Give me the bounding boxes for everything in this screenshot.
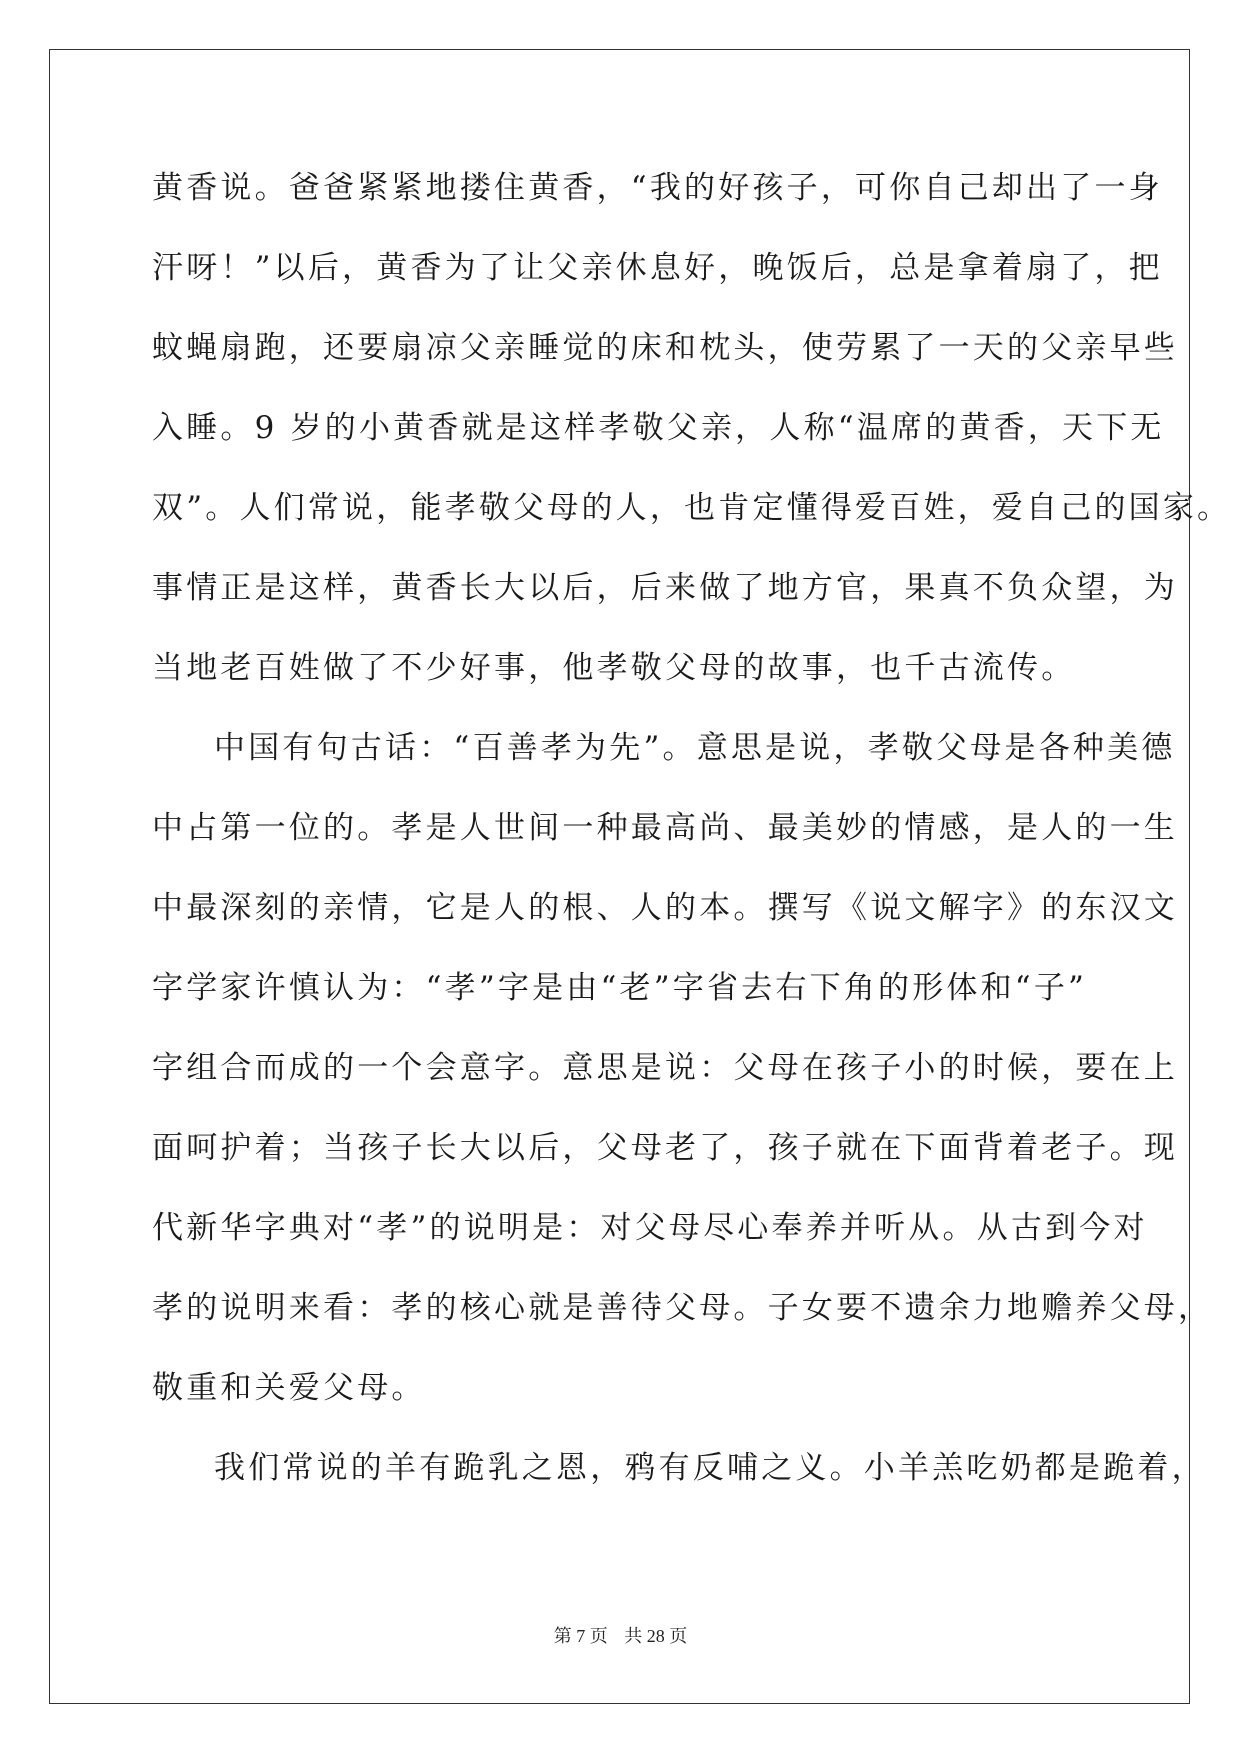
text-line: 敬重和关爱父母。 — [152, 1370, 426, 1406]
text-line: 孝的说明来看：孝的核心就是善待父母。子女要不遗余力地赡养父母， — [152, 1290, 1213, 1326]
text-line: 黄香说。爸爸紧紧地搂住黄香，“我的好孩子，可你自己却出了一身 — [152, 170, 1163, 206]
text-line: 面呵护着；当孩子长大以后，父母老了，孩子就在下面背着老子。现 — [152, 1130, 1178, 1166]
text-line: 中国有句古话：“百善孝为先”。意思是说，孝敬父母是各种美德 — [214, 730, 1176, 766]
paragraph — [152, 708, 1213, 1428]
text-line: 汗呀！”以后，黄香为了让父亲休息好，晚饭后，总是拿着扇了，把 — [152, 250, 1163, 286]
page-footer — [0, 1622, 1241, 1648]
page-total: 共 28 页 — [624, 1626, 688, 1646]
text-line: 事情正是这样，黄香长大以后，后来做了地方官，果真不负众望，为 — [152, 570, 1178, 606]
text-line: 入睡。9 岁的小黄香就是这样孝敬父亲，人称“温席的黄香，天下无 — [152, 410, 1165, 446]
text-line: 字学家许慎认为：“孝”字是由“老”字省去右下角的形体和“子” — [152, 970, 1088, 1006]
text-line: 蚊蝇扇跑，还要扇凉父亲睡觉的床和枕头，使劳累了一天的父亲早些 — [152, 330, 1178, 366]
document-body — [152, 148, 1232, 1508]
text-line: 中占第一位的。孝是人世间一种最高尚、最美妙的情感，是人的一生 — [152, 810, 1178, 846]
page-number: 第 7 页 — [553, 1626, 608, 1646]
text-line: 我们常说的羊有跪乳之恩，鸦有反哺之义。小羊羔吃奶都是跪着， — [214, 1450, 1206, 1486]
text-line: 中最深刻的亲情，它是人的根、人的本。撰写《说文解字》的东汉文 — [152, 890, 1178, 926]
text-line: 代新华字典对“孝”的说明是：对父母尽心奉养并听从。从古到今对 — [152, 1210, 1148, 1246]
text-line: 双”。人们常说，能孝敬父母的人，也肯定懂得爱百姓，爱自己的国家。 — [152, 490, 1232, 526]
paragraph — [152, 1428, 1206, 1508]
text-line: 当地老百姓做了不少好事，他孝敬父母的故事，也千古流传。 — [152, 650, 1076, 686]
paragraph — [152, 148, 1232, 708]
text-line: 字组合而成的一个会意字。意思是说：父母在孩子小的时候，要在上 — [152, 1050, 1178, 1086]
